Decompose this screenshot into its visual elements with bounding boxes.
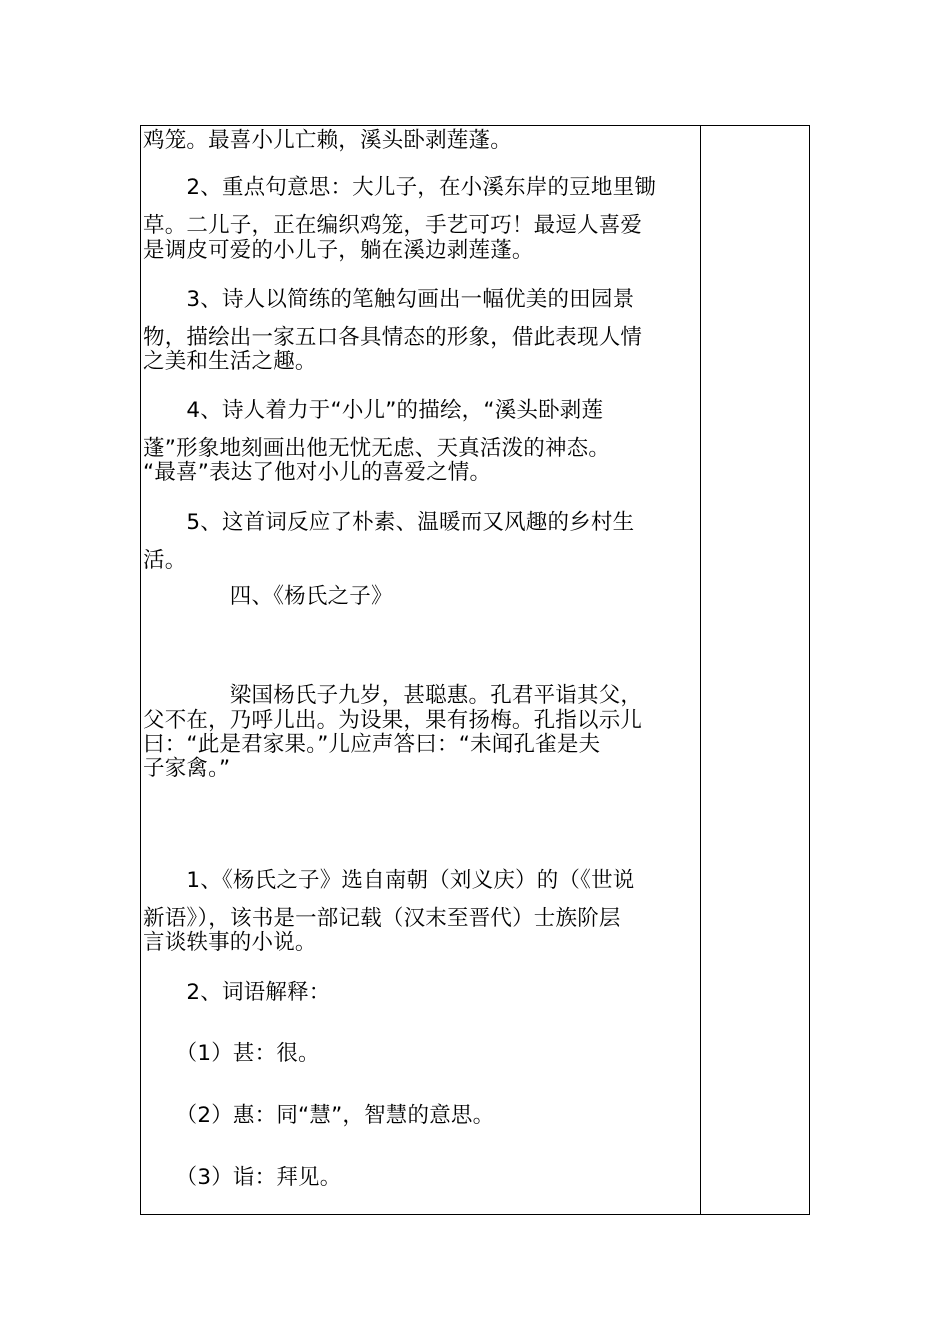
text-line: 父不在，乃呼儿出。为设果，果有扬梅。孔指以示儿 <box>143 708 643 733</box>
text-line: 4、诗人着力于“小儿”的描绘，“溪头卧剥莲 <box>143 398 604 423</box>
document-table <box>140 125 810 1215</box>
text-line: 新语》），该书是一部记载（汉末至晋代）士族阶层 <box>143 906 621 931</box>
text-line: 鸡笼。最喜小儿亡赖，溪头卧剥莲蓬。 <box>143 128 512 153</box>
section-heading: 四、《杨氏之子》 <box>143 584 393 609</box>
text-line: 2、重点句意思：大儿子，在小溪东岸的豆地里锄 <box>143 175 656 200</box>
text-line: 蓬”形象地刻画出他无忧无虑、天真活泼的神态。 <box>143 436 611 461</box>
text-line: 曰：“此是君家果。”儿应声答曰：“未闻孔雀是夫 <box>143 732 601 757</box>
text-line: （1）甚：很。 <box>143 1041 320 1066</box>
text-line: 之美和生活之趣。 <box>143 349 317 374</box>
text-line: 活。 <box>143 548 187 573</box>
text-line: （2）惠：同“慧”，智慧的意思。 <box>143 1103 495 1128</box>
text-line: “最喜”表达了他对小儿的喜爱之情。 <box>143 460 492 485</box>
text-line: 5、这首词反应了朴素、温暖而又风趣的乡村生 <box>143 510 635 535</box>
text-line: 草。二儿子，正在编织鸡笼，手艺可巧！最逗人喜爱 <box>143 213 643 238</box>
text-line: 物，描绘出一家五口各具情态的形象，借此表现人情 <box>143 325 643 350</box>
text-line: 子家禽。” <box>143 756 231 781</box>
text-line: 3、诗人以简练的笔触勾画出一幅优美的田园景 <box>143 287 635 312</box>
text-line: 1、《杨氏之子》选自南朝（刘义庆）的（《世说 <box>143 868 635 893</box>
text-line: 2、词语解释： <box>143 980 331 1005</box>
column-divider <box>700 126 701 1214</box>
text-line: 梁国杨氏子九岁，甚聪惠。孔君平诣其父， <box>143 683 643 708</box>
text-line: 是调皮可爱的小儿子，躺在溪边剥莲蓬。 <box>143 238 534 263</box>
text-line: 言谈轶事的小说。 <box>143 930 317 955</box>
text-line: （3）诣：拜见。 <box>143 1165 342 1190</box>
